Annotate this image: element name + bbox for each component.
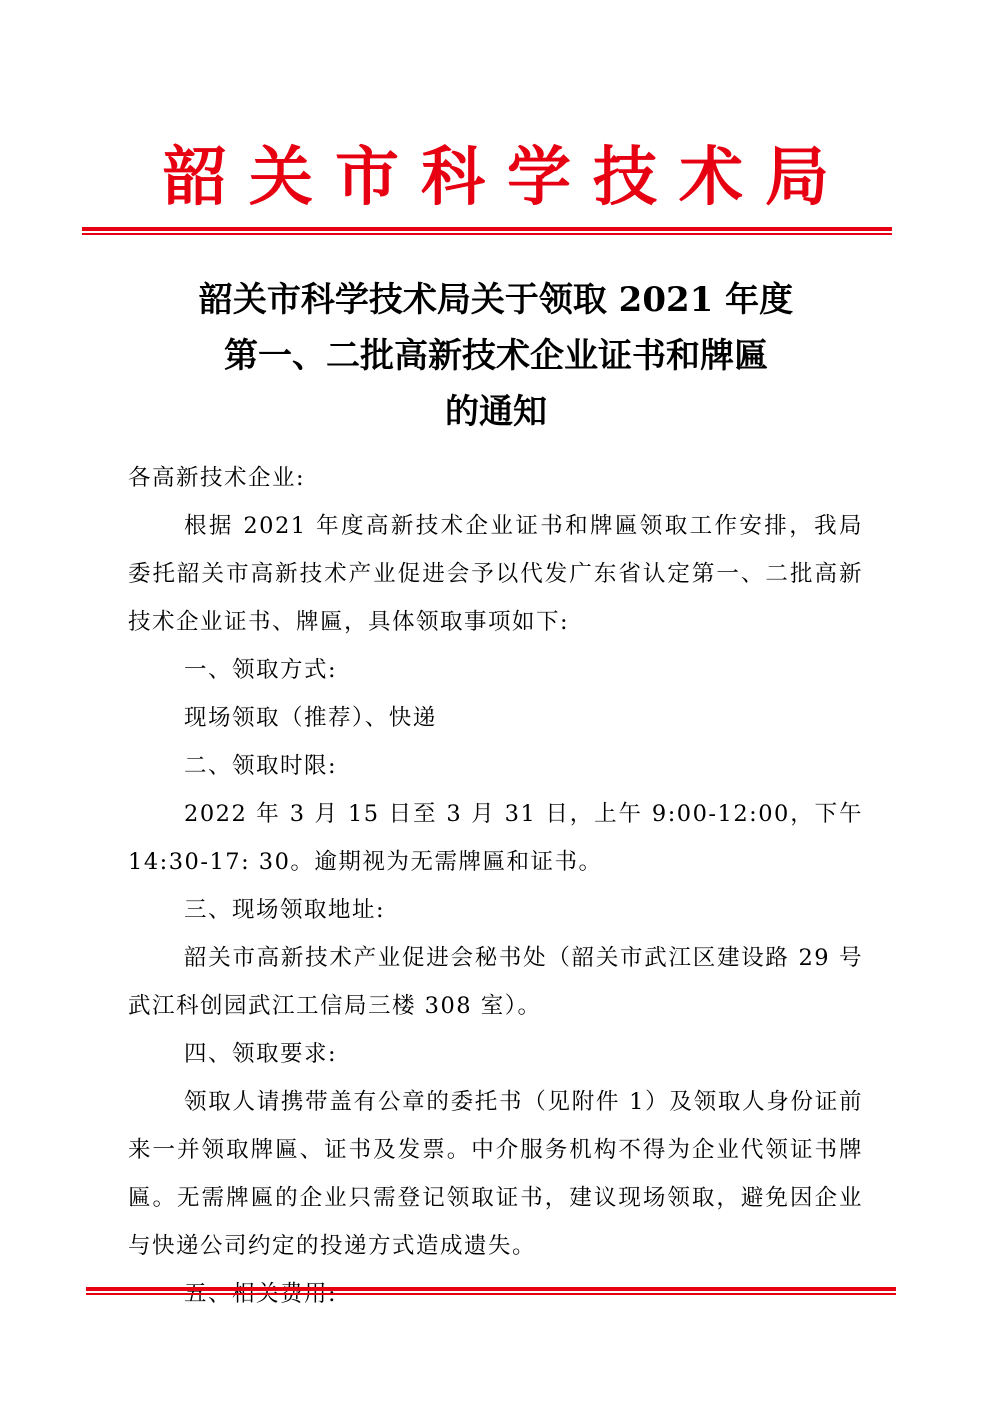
title-line-3: 的通知 <box>445 392 547 432</box>
paragraph-time: 2022 年 3 月 15 日至 3 月 31 日，上午 9:00-12:00，下午 14:30-17: 30。逾期视为无需牌匾和证书。 <box>128 801 863 875</box>
paragraph-intro: 根据 2021 年度高新技术企业证书和牌匾领取工作安排，我局委托韶关市高新技术产业促进会予以代发广东省认定第一、二批高新技术企业证书、牌匾，具体领取事项如下: <box>128 513 863 635</box>
title-line-1: 韶关市科学技术局关于领取 2021 年度 <box>198 280 794 320</box>
section-heading-4: 四、领取要求: <box>184 1041 338 1067</box>
document-body <box>128 454 863 1318</box>
agency-masthead: 韶关市科学技术局 <box>163 141 851 215</box>
paragraph-address: 韶关市高新技术产业促进会秘书处（韶关市武江区建设路 29 号武江科创园武江工信局三楼 308 室）。 <box>128 945 863 1019</box>
footer-red-rule-thin <box>86 1293 896 1295</box>
section-heading-1: 一、领取方式: <box>184 657 338 683</box>
header-red-rule-thin <box>82 233 892 235</box>
title-line-2: 第一、二批高新技术企业证书和牌匾 <box>224 336 768 376</box>
salutation: 各高新技术企业: <box>128 465 306 491</box>
section-heading-2: 二、领取时限: <box>184 753 338 779</box>
paragraph-method: 现场领取（推荐）、快递 <box>184 705 437 731</box>
footer-red-rule-thick <box>86 1287 896 1291</box>
section-heading-3: 三、现场领取地址: <box>184 897 386 923</box>
paragraph-requirements: 领取人请携带盖有公章的委托书（见附件 1）及领取人身份证前来一并领取牌匾、证书及发票。中介服务机构不得为企业代领证书牌匾。无需牌匾的企业只需登记领取证书，建议现场领取，避免因企业与快递公司约定的投递方式造成遗失。 <box>128 1089 863 1259</box>
document-title <box>0 272 992 440</box>
header-red-rule-thick <box>82 227 892 231</box>
